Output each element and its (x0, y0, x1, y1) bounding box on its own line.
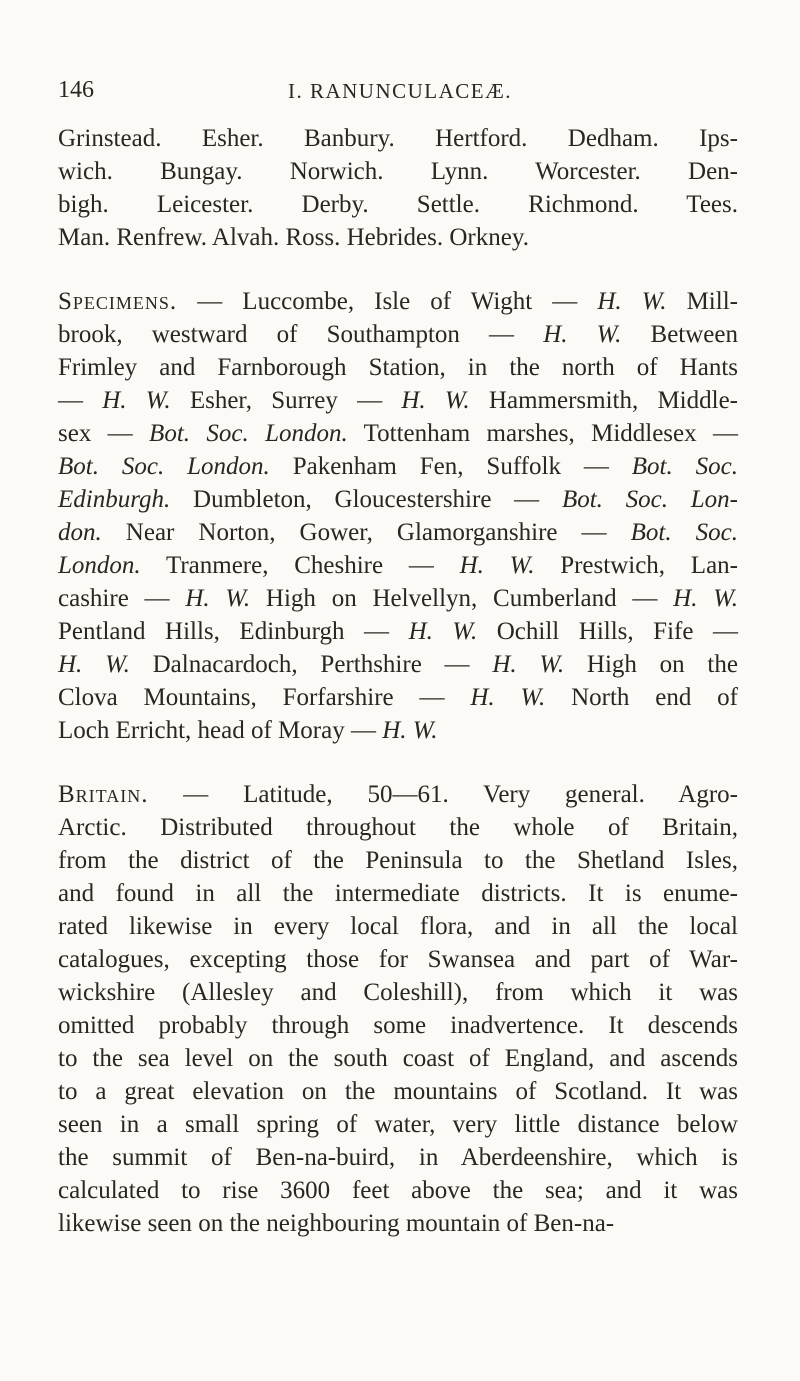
text-line (58, 1207, 738, 1240)
text-run: Arctic. Distributed throughout the whole of Britain, (58, 814, 738, 841)
text-line (58, 155, 738, 188)
text-line (58, 351, 738, 384)
text-run: Tottenham marshes, Middlesex — (347, 420, 738, 447)
text-line (58, 648, 738, 681)
paragraph (58, 122, 738, 254)
text-run: Tranmere, Cheshire — (140, 552, 460, 579)
text-run: Dalnacardoch, Perthshire — (129, 651, 493, 678)
text-line (58, 1009, 738, 1042)
text-run: Hammersmith, Middle- (469, 387, 738, 414)
text-line (58, 910, 738, 943)
text-run: brook, westward of Southampton — (58, 321, 544, 348)
text-run: wich. Bungay. Norwich. Lynn. Worcester. Den- (58, 158, 738, 185)
text-run: Pakenham Fen, Suffolk — (269, 453, 632, 480)
italic-text: Bot. Soc. London. (149, 420, 348, 447)
italic-text: H. W. (401, 387, 470, 414)
text-run: Pentland Hills, Edinburgh — (58, 618, 409, 645)
italic-text: H. W. (102, 387, 171, 414)
italic-text: H. W. (58, 651, 130, 678)
text-line (58, 221, 738, 254)
text-run: catalogues, excepting those for Swansea and part of War- (58, 946, 738, 973)
text-line (58, 778, 738, 811)
text-line (58, 811, 738, 844)
italic-text: H. W. (673, 585, 739, 612)
section-heading: Britain. (58, 781, 149, 808)
text-line (58, 285, 738, 318)
text-run: Clova Mountains, Forfarshire — (58, 684, 471, 711)
body-text (58, 122, 738, 1240)
text-run: Esher, Surrey — (170, 387, 402, 414)
italic-text: H. W. (185, 585, 251, 612)
italic-text: H. W. (459, 552, 535, 579)
italic-text: Bot. Soc. London. (58, 453, 270, 480)
text-line (58, 714, 738, 747)
text-run: Mill- (666, 288, 738, 315)
page-number: 146 (58, 77, 94, 103)
text-run: Prestwich, Lan- (534, 552, 738, 579)
text-run: Grinstead. Esher. Banbury. Hertford. Dedham. Ips- (58, 125, 738, 152)
italic-text: London. (58, 552, 141, 579)
text-run: Between (621, 321, 738, 348)
text-run: and found in all the intermediate districts. It is enume- (58, 880, 738, 907)
text-run: Frimley and Farnborough Station, in the north of Hants (58, 354, 738, 381)
text-line (58, 122, 738, 155)
text-line (58, 615, 738, 648)
text-line (58, 877, 738, 910)
text-run: the summit of Ben-na-buird, in Aberdeenshire, which is (58, 1144, 738, 1171)
italic-text: H. W. (408, 618, 478, 645)
text-line (58, 1075, 738, 1108)
text-line (58, 976, 738, 1009)
text-line (58, 681, 738, 714)
text-run: cashire — (58, 585, 186, 612)
text-run: Dumbleton, Gloucestershire — (170, 486, 562, 513)
text-run: — Latitude, 50—61. Very general. Agro- (148, 781, 738, 808)
text-run: North end of (545, 684, 738, 711)
text-run: Man. Renfrew. Alvah. Ross. Hebrides. Orkney. (58, 224, 529, 251)
text-run: rated likewise in every local flora, and in all the local (58, 913, 738, 940)
text-run: High on Helvellyn, Cumberland — (250, 585, 674, 612)
italic-text: don. (58, 519, 102, 546)
text-run: — (58, 387, 103, 414)
italic-text: H. W. (470, 684, 546, 711)
text-run: from the district of the Peninsula to the Shetland Isles, (58, 847, 738, 874)
text-run: bigh. Leicester. Derby. Settle. Richmond. Tees. (58, 191, 738, 218)
text-run: omitted probably through some inadvertence. It descends (58, 1012, 738, 1039)
italic-text: Bot. Soc. (630, 519, 738, 546)
paragraph (58, 285, 738, 747)
text-run: Loch Erricht, head of Moray — (58, 717, 383, 744)
paragraph-gap (58, 254, 738, 285)
paragraph-gap (58, 747, 738, 778)
text-line (58, 417, 738, 450)
text-line (58, 943, 738, 976)
text-run: wickshire (Allesley and Coleshill), from which it was (58, 979, 738, 1006)
text-line (58, 582, 738, 615)
text-line (58, 188, 738, 221)
text-run: to a great elevation on the mountains of Scotland. It was (58, 1078, 738, 1105)
italic-text: H. W. (543, 321, 622, 348)
page-header (0, 77, 800, 107)
text-run: — Luccombe, Isle of Wight — (177, 288, 598, 315)
text-run: Near Norton, Gower, Glamorganshire — (101, 519, 631, 546)
italic-text: H. W. (492, 651, 565, 678)
running-head: I. RANUNCULACEÆ. (287, 79, 513, 103)
italic-text: Edinburgh. (58, 486, 171, 513)
text-line (58, 1108, 738, 1141)
text-run: sex — (58, 420, 150, 447)
text-line (58, 318, 738, 351)
section-heading: Specimens. (58, 288, 178, 315)
text-line (58, 844, 738, 877)
text-line (58, 516, 738, 549)
text-line (58, 1042, 738, 1075)
text-line (58, 1141, 738, 1174)
italic-text: Bot. Soc. Lon- (561, 486, 738, 513)
text-run: likewise seen on the neighbouring mountain of Ben-na- (58, 1210, 615, 1237)
text-run: to the sea level on the south coast of England, and ascends (58, 1045, 738, 1072)
text-run: Ochill Hills, Fife — (477, 618, 738, 645)
text-line (58, 549, 738, 582)
text-line (58, 384, 738, 417)
paragraph (58, 778, 738, 1240)
text-run: calculated to rise 3600 feet above the sea; and it was (58, 1177, 738, 1204)
italic-text: H. W. (382, 717, 438, 744)
text-line (58, 450, 738, 483)
text-line (58, 1174, 738, 1207)
italic-text: H. W. (597, 288, 667, 315)
text-line (58, 483, 738, 516)
text-run: High on the (564, 651, 738, 678)
text-run: seen in a small spring of water, very little distance below (58, 1111, 738, 1138)
italic-text: Bot. Soc. (631, 453, 739, 480)
